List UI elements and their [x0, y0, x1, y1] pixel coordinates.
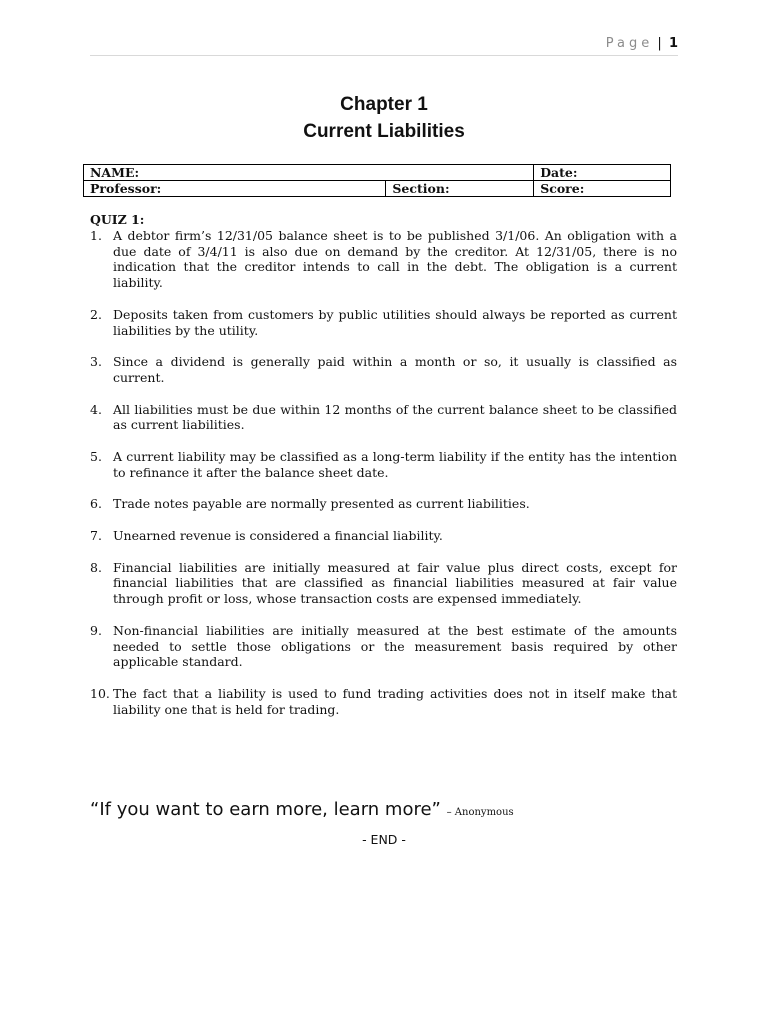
question-number: 1. — [90, 227, 102, 243]
question-number: 9. — [90, 622, 102, 638]
info-row-professor — [84, 181, 671, 197]
question-text: A debtor firm’s 12/31/05 balance sheet is to be published 3/1/06. An obligation with a due date of 3/4/11 is also due on demand by the creditor. At 12/31/05, there is no indication that the creditor intends to call in the debt. The obligation is a current liability. — [113, 227, 677, 291]
question-item — [90, 528, 677, 544]
closing-quote — [90, 798, 514, 825]
question-number: 4. — [90, 401, 102, 417]
chapter-title — [0, 91, 768, 145]
page-number: 1 — [668, 36, 678, 51]
quote-text: “If you want to earn more, learn more” — [90, 799, 441, 820]
page-header — [90, 36, 678, 56]
question-text: Non-financial liabilities are initially measured at the best estimate of the amounts needed to settle those obligations or the measurement basis required by other applicable standard. — [113, 622, 677, 670]
info-row-name — [84, 165, 671, 181]
end-marker: - END - — [362, 832, 406, 847]
question-text: Since a dividend is generally paid within a month or so, it usually is classified as current. — [113, 354, 677, 385]
question-list — [90, 228, 677, 718]
question-number: 6. — [90, 496, 102, 512]
question-item — [90, 228, 677, 291]
professor-field[interactable] — [84, 181, 386, 197]
question-item — [90, 560, 677, 607]
question-item — [90, 686, 677, 718]
question-number: 5. — [90, 448, 102, 464]
question-text: Unearned revenue is considered a financial liability. — [113, 527, 443, 543]
quote-author: – Anonymous — [446, 807, 514, 818]
question-number: 10. — [90, 685, 110, 701]
question-item — [90, 354, 677, 386]
question-text: The fact that a liability is used to fund trading activities does not in itself make that liability one that is held for trading. — [113, 685, 677, 717]
section-label: Section: — [392, 181, 450, 196]
question-text: Deposits taken from customers by public utilities should always be reported as current liabilities by the utility. — [113, 306, 677, 338]
question-text: A current liability may be classified as a long-term liability if the entity has the intention to refinance it after the balance sheet date. — [113, 448, 677, 480]
page-separator: | — [657, 36, 662, 51]
quiz-title: QUIZ 1: — [90, 212, 145, 227]
quiz-section — [90, 212, 677, 733]
page-label: Page — [605, 36, 654, 51]
question-item — [90, 402, 677, 434]
chapter-subject: Current Liabilities — [303, 121, 465, 142]
section-field[interactable] — [386, 181, 534, 197]
chapter-number: Chapter 1 — [340, 94, 428, 115]
name-field[interactable] — [84, 165, 534, 181]
question-item — [90, 307, 677, 339]
score-label: Score: — [540, 181, 585, 196]
question-text: All liabilities must be due within 12 months of the current balance sheet to be classified as current liabilities. — [113, 401, 677, 433]
question-number: 7. — [90, 527, 102, 543]
professor-label: Professor: — [90, 181, 162, 196]
question-item — [90, 496, 677, 512]
name-label: NAME: — [90, 165, 140, 180]
question-number: 2. — [90, 306, 102, 322]
date-label: Date: — [540, 165, 578, 180]
date-field[interactable] — [534, 165, 671, 181]
question-number: 8. — [90, 559, 102, 575]
question-text: Financial liabilities are initially measured at fair value plus direct costs, except for financial liabilities that are classified as financial liabilities measured at fair value through profit or loss, whose transaction costs are expensed immediately. — [113, 559, 677, 607]
score-field[interactable] — [534, 181, 671, 197]
question-number: 3. — [90, 354, 102, 370]
student-info-table — [83, 164, 671, 197]
question-item — [90, 623, 677, 670]
question-item — [90, 449, 677, 481]
question-text: Trade notes payable are normally presented as current liabilities. — [113, 496, 530, 512]
